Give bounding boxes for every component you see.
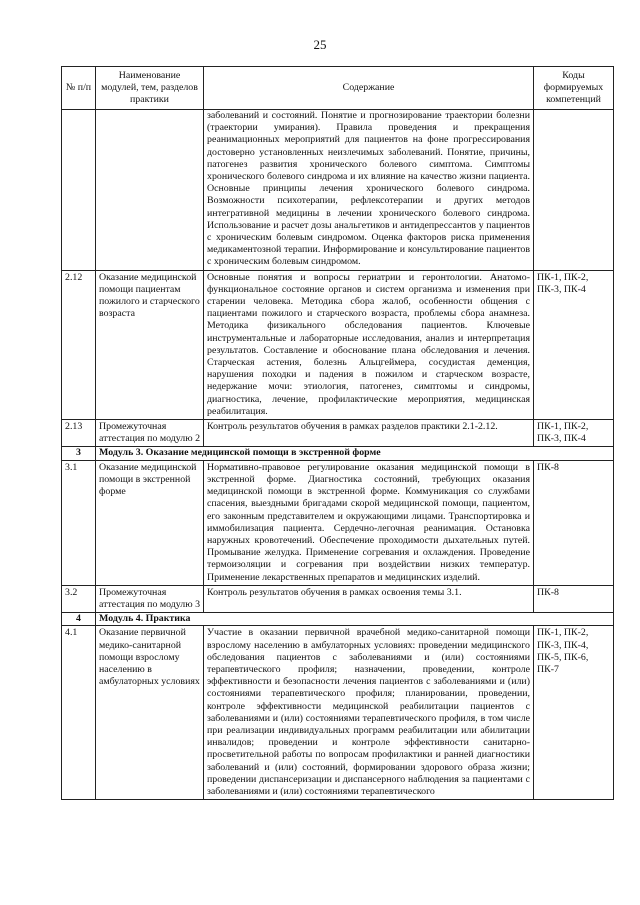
header-num: № п/п — [62, 67, 96, 110]
row-codes: ПК-8 — [534, 585, 614, 612]
curriculum-table — [61, 66, 614, 800]
row-name: Промежуточная аттестация по модулю 2 — [96, 420, 204, 447]
row-num: 4.1 — [62, 626, 96, 800]
row-codes: ПК-1, ПК-2, ПК-3, ПК-4, ПК-5, ПК-6, ПК-7 — [534, 626, 614, 800]
row-codes — [534, 110, 614, 271]
row-codes: ПК-8 — [534, 460, 614, 585]
table-row — [62, 626, 614, 800]
row-codes: ПК-1, ПК-2, ПК-3, ПК-4 — [534, 270, 614, 419]
row-num — [62, 110, 96, 271]
row-codes: ПК-1, ПК-2, ПК-3, ПК-4 — [534, 420, 614, 447]
module-row — [62, 613, 614, 626]
module-row — [62, 447, 614, 460]
module-num: 4 — [62, 613, 96, 626]
module-title: Модуль 4. Практика — [96, 613, 614, 626]
header-codes: Коды формируемых компетенций — [534, 67, 614, 110]
module-num: 3 — [62, 447, 96, 460]
row-name: Оказание первичной медико-санитарной помощи взрослому населению в амбулаторных условиях — [96, 626, 204, 800]
row-name: Оказание медицинской помощи пациентам пожилого и старческого возраста — [96, 270, 204, 419]
row-content: Контроль результатов обучения в рамках освоения темы 3.1. — [204, 585, 534, 612]
row-content: Контроль результатов обучения в рамках разделов практики 2.1-2.12. — [204, 420, 534, 447]
header-content: Содержание — [204, 67, 534, 110]
table-row — [62, 270, 614, 419]
header-name: Наименование модулей, тем, разделов практики — [96, 67, 204, 110]
row-name: Оказание медицинской помощи в экстренной форме — [96, 460, 204, 585]
table-header-row — [62, 67, 614, 110]
table-row — [62, 110, 614, 271]
row-content: Основные понятия и вопросы гериатрии и геронтологии. Анатомо-функциональное состояние органов и систем организма и изменения при старении человека. Методика сбора жалоб, особенности общения с пациентами пожилого и старческого возраста, проблемы сбора анамнеза. Методика физикального обследования пациентов. Ключевые инструментальные и лабораторные исследования, анализ и интерпретация результатов. Составление и обоснование плана обследования и лечения. Старческая астения, болезнь Альцгеймера, сосудистая деменция, нарушения походки и падения в пожилом и старческом возрасте, недержание мочи: этиология, патогенез, симптомы и синдромы, диагностика, лечение, профилактические мероприятия, медицинская реабилитация. — [204, 270, 534, 419]
row-num: 2.13 — [62, 420, 96, 447]
row-num: 2.12 — [62, 270, 96, 419]
row-name: Промежуточная аттестация по модулю 3 — [96, 585, 204, 612]
row-name — [96, 110, 204, 271]
page-number: 25 — [313, 37, 327, 52]
table-row — [62, 585, 614, 612]
row-content: Участие в оказании первичной врачебной медико-санитарной помощи взрослому населению в амбулаторных условиях: проведении медицинского обследования пациентов с заболеваниями и (или) состояниями терапевтического профиля; назначении, проведении, контроле эффективности и безопасности лечения пациентов с заболеваниями и (или) состояниями терапевтического профиля; планировании, проведении, контроле эффективности медицинской реабилитации пациентов с заболеваниями и (или) состояниями терапевтического профиля, в том числе при реализации индивидуальных программ реабилитации или абилитации инвалидов; проведении и контроле эффективности санитарно-просветительной работы по вопросам профилактики и ранней диагностики заболеваний и (или) состояний, формировании здорового образа жизни; проведении диспансеризации и диспансерного наблюдения за пациентами с заболеваниями и (или) состояниями терапевтического — [204, 626, 534, 800]
row-num: 3.2 — [62, 585, 96, 612]
module-title: Модуль 3. Оказание медицинской помощи в экстренной форме — [96, 447, 614, 460]
row-num: 3.1 — [62, 460, 96, 585]
table-row — [62, 420, 614, 447]
table-row — [62, 460, 614, 585]
row-content: заболеваний и состояний. Понятие и прогнозирование траектории болезни (траектории умирания). Правила проведения и прекращения реанимационных мероприятий для пациентов на фоне прогрессирования достоверно установленных неизлечимых заболеваний. Понятие, причины, патогенез развития хронического болевого симптома. Симптомы хронического болевого синдрома и их влияние на качество жизни пациента. Основные принципы лечения хронического болевого синдрома. Возможности психотерапии, рефлексотерапии и других методов интегративной медицины в лечении хронического болевого синдрома. Использование и расчет дозы анальгетиков и антидепрессантов у пациентов с хроническим болевым синдромом. Оценка факторов риска применения медикаментозной терапии. Информирование и консультирование пациентов с хроническим болевым синдромом. — [204, 110, 534, 271]
row-content: Нормативно-правовое регулирование оказания медицинской помощи в экстренной форме. Диагностика состояний, требующих оказания медицинской помощи в экстренной форме. Коммуникация со службами спасения, выездными бригадами скорой медицинской помощи, пациентом, его законным представителем и окружающими лицами. Транспортировка и иммобилизация пациента. Сердечно-легочная реанимация. Остановка наружных кровотечений. Обеспечение проходимости дыхательных путей. Промывание желудка. Применение согревания и охлаждения. Проведение термоизоляции и согревания при воздействии низких температур. Применение лекарственных препаратов и медицинских изделий. — [204, 460, 534, 585]
